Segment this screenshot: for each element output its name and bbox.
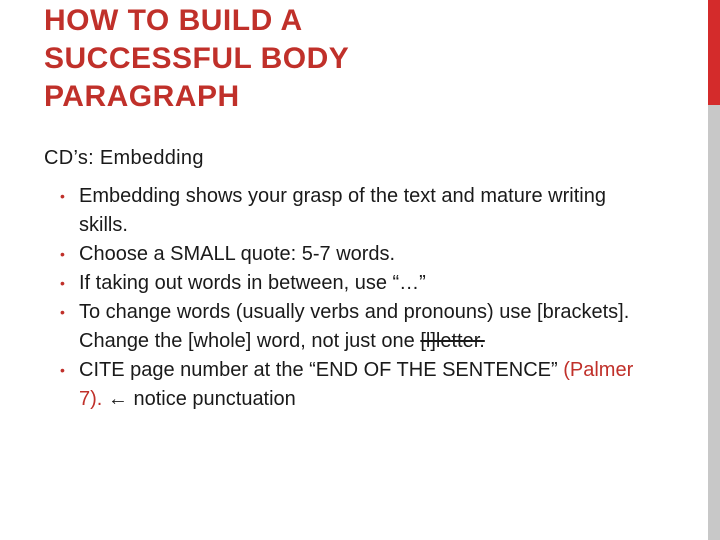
bullet-item-3 [60,269,660,298]
title-line-3: PARAGRAPH [44,80,240,113]
title-line-2: SUCCESSFUL BODY [44,42,350,75]
bullet-item-2 [60,240,660,269]
bullet-icon: • [60,362,65,378]
side-accent-highlight [708,0,720,105]
arrow-left-icon: ← [107,388,128,410]
slide-title [44,2,684,116]
bullet-icon: • [60,246,65,262]
bullet-item-5 [60,356,660,414]
bullet-item-1 [60,182,660,240]
bullet-item-4 [60,298,660,356]
bullet-icon: • [60,304,65,320]
bullet-text: Embedding shows your grasp of the text and mature writing skills. [79,185,606,236]
bullet-note: notice punctuation [127,388,296,410]
bullet-text: To change words (usually verbs and pronouns) use [brackets]. Change the [whole] word, not just one [79,301,630,352]
bullet-list [60,182,660,414]
bullet-icon: • [60,275,65,291]
citation-text: (Palmer 7). [79,359,634,410]
bullet-text: CITE page number at the “END OF THE SENTENCE” [79,359,564,381]
bullet-text: If taking out words in between, use “…” [79,272,426,294]
bullet-icon: • [60,188,65,204]
strikethrough-text: [l]letter. [420,330,485,352]
title-line-1: HOW TO BUILD A [44,4,303,37]
slide-subtitle: CD’s: Embedding [44,147,204,169]
bullet-text: Choose a SMALL quote: 5-7 words. [79,243,396,265]
